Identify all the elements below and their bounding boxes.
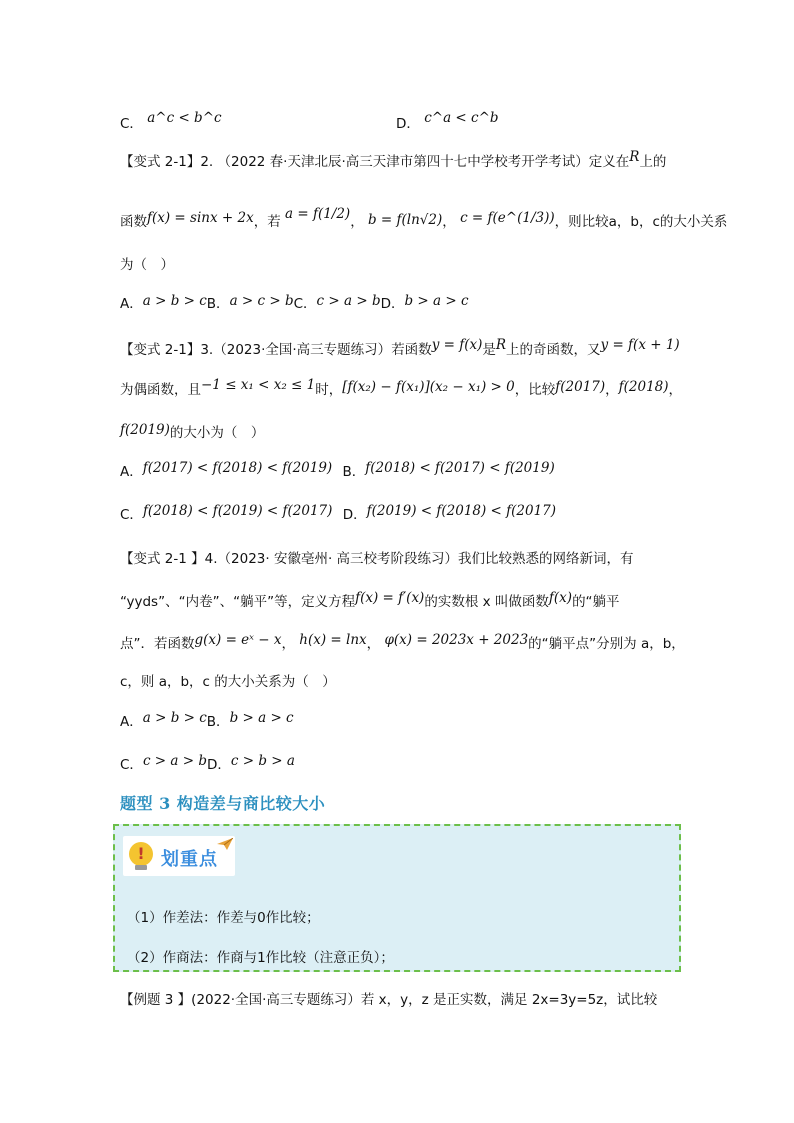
q4-line3: 点”．若函数g(x) = eˣ − x， h(x) = lnx， φ(x) = 2023x + 2023的“躺平点”分别为 a，b，: [120, 632, 685, 652]
math-expression: b > a > c: [404, 293, 469, 309]
q4-options-ab: [120, 712, 294, 732]
math-expression: f(2018) < f(2019) < f(2017): [142, 503, 333, 519]
q4-line2: [120, 592, 620, 612]
question-tag: 【变式 2-1】2.: [120, 154, 214, 170]
question-text: 的实数根 x 叫做函数: [424, 594, 549, 610]
option-label: A．: [120, 296, 143, 312]
option-label: B．: [342, 464, 366, 480]
q3-line1: [120, 337, 680, 360]
option-d-line: [396, 110, 499, 134]
math-expression: f(2017): [555, 379, 606, 395]
example-text: 【例题 3 】(2022·全国·高三专题练习）若 x，y，z 是正实数，满足 2x=3y=5z，试比较: [120, 992, 658, 1008]
math-expression: a = f(1/2): [285, 206, 351, 222]
option-label: C．: [120, 507, 143, 523]
q3-options-cd: [120, 505, 556, 525]
math-expression: c > b > a: [230, 753, 295, 769]
lightbulb-base: [135, 865, 147, 870]
question-text: ，比较: [514, 382, 556, 398]
question-text: ，若: [253, 214, 281, 230]
question-text: 为（ ）: [120, 257, 174, 273]
math-expression: f(2019): [120, 422, 170, 438]
question-text: 的“躺平点”分别为 a，b，: [528, 636, 685, 652]
paper-plane-icon: [217, 838, 233, 850]
math-expression: [f(x₂) − f(x₁)](x₂ − x₁) > 0: [342, 379, 515, 395]
math-expression: b > a > c: [229, 710, 294, 726]
option-label: D．: [380, 296, 405, 312]
key-point-1: （1）作差法：作差与0作比较；: [127, 910, 320, 926]
question-text: 点”．若函数: [120, 636, 195, 652]
key-point-badge: [123, 836, 235, 876]
key-point-2: （2）作商法：作商与1作比较（注意正负）；: [127, 950, 394, 966]
question-source: （2022 春·天津北辰·高三天津市第四十七中学校考开学考试）: [217, 154, 589, 170]
question-text: 函数: [120, 214, 147, 230]
question-text: 为偶函数，且: [120, 382, 201, 398]
q3-line3: [120, 423, 264, 443]
option-label: A．: [120, 464, 143, 480]
math-expression: a > b > c: [142, 293, 207, 309]
q2-line1: [120, 149, 667, 172]
q3-options-ab: [120, 462, 555, 482]
math-expression: φ(x) = 2023x + 2023: [384, 632, 529, 648]
math-expression: g(x) = eˣ − x: [194, 632, 282, 648]
q2-line3: [120, 255, 174, 275]
key-points-box: [113, 824, 681, 972]
q2-line2: 函数f(x) = sinx + 2x，若 a = f(1/2)， b = f(ln√2)， c = f(e^(1/3))，则比较a，b，c的大小关系: [120, 206, 728, 230]
math-expression: f(x) = sinx + 2x: [147, 210, 254, 226]
option-label: A．: [120, 714, 143, 730]
q3-line2: 为偶函数，且−1 ≤ x₁ < x₂ ≤ 1时，[f(x₂) − f(x₁)](x₂ − x₁) > 0，比较f(2017)，f(2018)，: [120, 377, 683, 398]
question-text: ，则比较a，b，c的大小关系: [554, 214, 728, 230]
question-text: 上的: [639, 154, 667, 170]
q2-options: [120, 294, 469, 314]
question-text: 若函数: [391, 342, 432, 358]
q4-options-cd: [120, 755, 295, 775]
math-expression: y = f(x + 1): [600, 337, 680, 353]
math-symbol: R: [629, 149, 640, 165]
question-text: c，则 a，b，c 的大小关系为（ ）: [120, 674, 336, 690]
math-expression: a^c < b^c: [147, 110, 222, 126]
question-text: （2023· 安徽亳州· 高三校考阶段练习）我们比较熟悉的网络新词，有: [217, 551, 634, 567]
option-label: D．: [342, 507, 367, 523]
question-source: （2023·全国·高三专题练习）: [213, 342, 392, 358]
math-expression: a > b > c: [142, 710, 207, 726]
math-expression: f(2018) < f(2017) < f(2019): [365, 460, 555, 476]
question-text: 定义在: [588, 154, 630, 170]
question-text: 上的奇函数，又: [506, 342, 601, 358]
option-label: B．: [206, 296, 230, 312]
math-symbol: R: [495, 337, 507, 353]
question-text: 时，: [315, 382, 343, 398]
q4-line4: [120, 672, 336, 692]
option-c-line: [120, 110, 222, 134]
badge-label: 划重点: [161, 849, 218, 870]
math-expression: f(x): [548, 590, 573, 606]
math-expression: f(2018): [618, 379, 669, 395]
question-text: 是: [482, 342, 496, 358]
math-expression: c = f(e^(1/3)): [460, 210, 555, 226]
question-tag: 【变式 2-1 】4.: [120, 551, 218, 567]
math-expression: h(x) = lnx: [299, 632, 367, 648]
math-expression: b = f(ln√2): [368, 212, 443, 228]
option-label: D．: [396, 116, 420, 132]
section-heading: 题型 3 构造差与商比较大小: [120, 794, 326, 813]
math-expression: c > a > b: [316, 293, 381, 309]
question-text: “yyds”、“内卷”、“躺平”等，定义方程: [120, 594, 356, 610]
math-expression: f(2017) < f(2018) < f(2019): [142, 460, 333, 476]
option-label: D．: [206, 757, 231, 773]
math-expression: −1 ≤ x₁ < x₂ ≤ 1: [201, 377, 316, 393]
option-label: C．: [120, 757, 143, 773]
question-text: 的“躺平: [572, 594, 620, 610]
math-expression: f(x) = f′(x): [355, 590, 425, 606]
math-expression: a > c > b: [229, 293, 294, 309]
lightbulb-icon: !: [129, 842, 153, 866]
option-label: B．: [206, 714, 230, 730]
option-label: C．: [120, 116, 143, 132]
option-label: C．: [293, 296, 317, 312]
q4-line1: [120, 549, 634, 569]
math-expression: f(2019) < f(2018) < f(2017): [366, 503, 557, 519]
math-expression: c > a > b: [142, 753, 207, 769]
math-expression: y = f(x): [431, 337, 483, 353]
question-tag: 【变式 2-1】3.: [120, 342, 214, 358]
math-expression: c^a < c^b: [424, 110, 499, 126]
question-text: 的大小为（ ）: [169, 425, 265, 441]
example-line: [120, 990, 657, 1010]
